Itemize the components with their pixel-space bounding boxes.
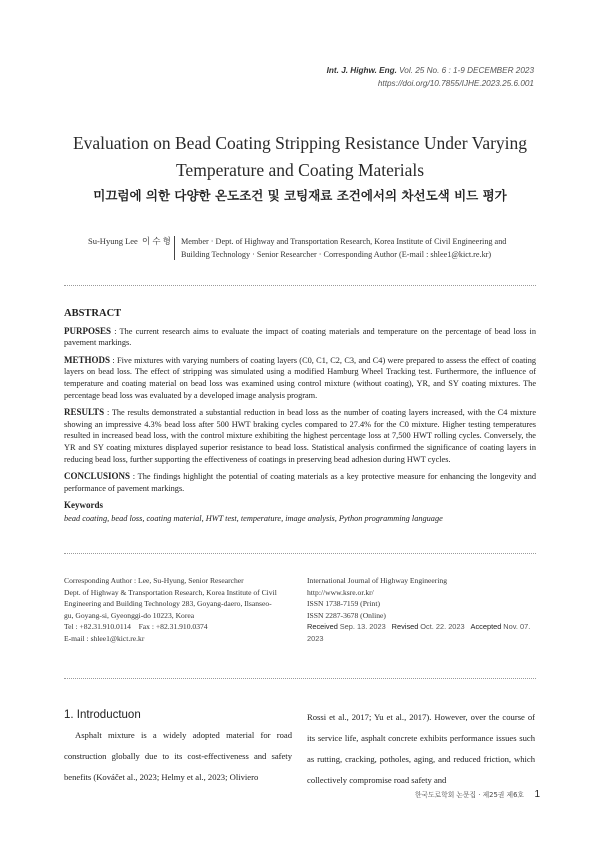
history-dates xyxy=(307,621,547,644)
corr-line-2: Dept. of Highway & Transportation Research, Korea Institute of Civil xyxy=(64,587,277,597)
intro-left-text: Asphalt mixture is a widely adopted material for road construction globally due to its cost-effectiveness and safety benefits (Kováčet al., 2023; Helmy et al., 2023; Oliviero xyxy=(64,730,292,782)
corr-fax: Fax : +82.31.910.0374 xyxy=(138,622,208,632)
footer-journal-issue: 한국도로학회 논문집 · 제25권 제6호 xyxy=(414,791,524,799)
paper-title-korean: 미끄럼에 의한 다양한 온도조건 및 코팅재료 조건에서의 차선도색 비드 평가 xyxy=(93,188,507,203)
journal-header xyxy=(327,64,534,90)
keywords-list: bead coating, bead loss, coating material, HWT test, temperature, image analysis, Python programming language xyxy=(64,513,443,523)
journal-name: Int. J. Highw. Eng. xyxy=(326,66,397,75)
abstract-conclusions xyxy=(64,471,536,494)
paper-title xyxy=(60,130,540,184)
abstract-purposes xyxy=(64,326,536,349)
author-divider xyxy=(174,236,175,260)
corr-tel: Tel : +82.31.910.0114 xyxy=(64,622,131,632)
abstract-methods xyxy=(64,355,536,401)
methods-label: METHODS xyxy=(64,354,111,365)
intro-right-text: Rossi et al., 2017; Yu et al., 2017). However, over the course of its service life, asphalt concrete exhibits performance issues such as rutting, cracking, potholes, aging, and reduced friction, which collectively compromise road safety and xyxy=(307,712,535,785)
affiliation-line-1: Member · Dept. of Highway and Transportation Research, Korea Institute of Civil Engineering and xyxy=(181,237,507,246)
issn-online: ISSN 2287-3678 (Online) xyxy=(307,610,386,620)
divider-middle xyxy=(64,553,536,554)
doi-link[interactable]: https://doi.org/10.7855/IJHE.2023.25.6.001 xyxy=(377,79,534,88)
results-text: : The results demonstrated a substantial reduction in bead loss as the number of coating layers increased, with the C4 mixture showing an impressive 4.3% bead loss after 500 HWT braking cycles compared to 27.4% for the C0 mixture. Higher testing temperatures resulted in increased bead loss, with the control mixture exhibiting the highest percentage loss at 7,500 HWT rolling cycles. Conversely, the YR and SY coating mixtures displayed superior resistance to bead loss. Statistical analysis confirmed the significance of coating layers in reducing bead loss, further supporting the effectiveness of coatings in preserving bead adhesion during HWT cycles. xyxy=(64,408,536,464)
abstract-section xyxy=(64,308,536,531)
author-name-ko: 이 수 형 xyxy=(142,236,171,246)
received-label: Received xyxy=(307,622,338,632)
intro-right-column xyxy=(307,707,535,791)
title-line-2: Temperature and Coating Materials xyxy=(175,160,425,180)
author-name-en: Su-Hyung Lee xyxy=(88,236,138,246)
revised-date: Oct. 22. 2023 xyxy=(420,622,465,632)
journal-info-block xyxy=(307,575,547,645)
conclusions-text: : The findings highlight the potential of coating materials as a key protective measure for enhancing the longevity and performance of pavement markings. xyxy=(64,472,536,493)
issn-print: ISSN 1738-7159 (Print) xyxy=(307,599,380,609)
corr-phone xyxy=(64,621,296,633)
journal-url[interactable]: http://www.ksre.or.kr/ xyxy=(307,587,374,597)
intro-left-column xyxy=(64,725,292,788)
revised-label: Revised xyxy=(391,622,419,632)
divider-top xyxy=(64,285,536,286)
accepted-label: Accepted xyxy=(470,622,502,632)
divider-bottom xyxy=(64,678,536,679)
abstract-heading: ABSTRACT xyxy=(64,308,122,319)
purposes-text: : The current research aims to evaluate the impact of coating materials and temperature on the percentage of bead loss in pavement markings. xyxy=(64,326,536,348)
received-date: Sep. 13. 2023 xyxy=(339,622,386,632)
introduction-heading: 1. Introductuon xyxy=(64,709,141,721)
conclusions-label: CONCLUSIONS xyxy=(64,471,131,482)
author-affiliation xyxy=(181,235,526,261)
corresponding-author-block xyxy=(64,575,296,645)
title-line-1: Evaluation on Bead Coating Stripping Resistance Under Varying xyxy=(72,133,528,153)
corr-line-1: Corresponding Author : Lee, Su-Hyung, Senior Researcher xyxy=(64,576,244,585)
abstract-results xyxy=(64,407,536,465)
accepted-date: Nov. 07. 2023 xyxy=(307,622,531,643)
corr-line-3: Engineering and Building Technology 283, Goyang-daero, Ilsanseo- xyxy=(64,599,272,609)
keywords-heading: Keywords xyxy=(64,500,103,511)
page-number: 1 xyxy=(534,789,540,800)
journal-full-name: International Journal of Highway Engineering xyxy=(307,576,448,585)
corr-line-4: gu, Goyang-si, Gyeonggi-do 10223, Korea xyxy=(64,610,195,620)
affiliation-line-2: Building Technology · Senior Researcher · Corresponding Author (E-mail : shlee1@kict.re.kr) xyxy=(181,250,492,260)
results-label: RESULTS xyxy=(64,407,105,418)
methods-text: : Five mixtures with varying numbers of coating layers (C0, C1, C2, C3, and C4) were prepared to assess the effect of coating layers on bead loss. The effect of stripping was simulated using a modified Hamburg Wheel Tracking test. Furthermore, the influence of temperature and coating material on bead loss was examined using control mixture (without coating), YR, and SY coating mixtures. The percentage bead loss was evaluated by a developed image analysis program. xyxy=(64,355,536,400)
purposes-label: PURPOSES xyxy=(64,325,112,336)
corr-email[interactable]: E-mail : shlee1@kict.re.kr xyxy=(64,633,145,643)
journal-issue: Vol. 25 No. 6 : 1-9 DECEMBER 2023 xyxy=(399,66,534,75)
